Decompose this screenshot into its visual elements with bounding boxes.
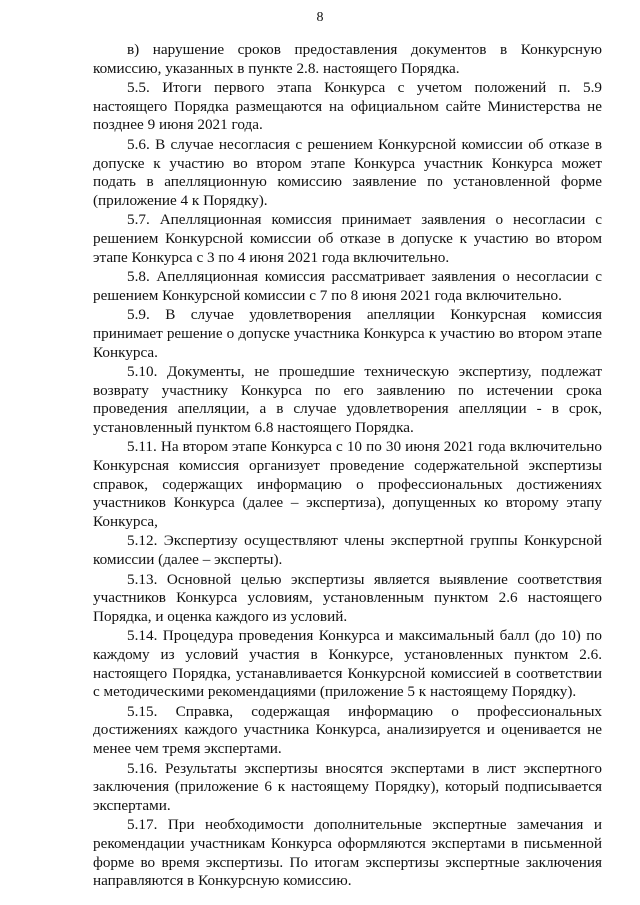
paragraph-5-17: 5.17. При необходимости дополнительные экспертные замечания и рекомендации участникам Конкурса оформляются экспертами в письменной форме во время экспертизы. По итогам экспертизы экспертные заключения направляются в Конкурсную комиссию. <box>93 816 602 890</box>
paragraph-item-v: в) нарушение сроков предоставления документов в Конкурсную комиссию, указанных в пункте 2.8. настоящего Порядка. <box>93 41 602 77</box>
paragraph-5-14: 5.14. Процедура проведения Конкурса и максимальный балл (до 10) по каждому из условий участия в Конкурсе, установленных пунктом 2.6. настоящего Порядка, устанавливается Конкурсной комиссией в соответствии с методическими рекомендациями (приложение 5 к настоящему Порядку). <box>93 627 602 701</box>
paragraph-5-10: 5.10. Документы, не прошедшие техническую экспертизу, подлежат возврату участнику Конкурса по его заявлению по истечении срока проведения апелляции, а в случае удовлетворения апелляции - в срок, установленный пунктом 6.8 настоящего Порядка. <box>93 363 602 436</box>
document-body <box>93 41 602 892</box>
paragraph-5-7: 5.7. Апелляционная комиссия принимает заявления о несогласии с решением Конкурсной комиссии об отказе в допуске к участию во втором этапе Конкурса с 3 по 4 июня 2021 года включительно. <box>93 211 602 266</box>
paragraph-5-8: 5.8. Апелляционная комиссия рассматривает заявления о несогласии с решением Конкурсной комиссии с 7 по 8 июня 2021 года включительно. <box>93 268 602 304</box>
paragraph-5-9: 5.9. В случае удовлетворения апелляции Конкурсная комиссия принимает решение о допуске участника Конкурса к участию во втором этапе Конкурса. <box>93 306 602 361</box>
paragraph-5-16: 5.16. Результаты экспертизы вносятся экспертами в лист экспертного заключения (приложение 6 к настоящему Порядку), который подписывается экспертами. <box>93 759 602 814</box>
paragraph-5-11: 5.11. На втором этапе Конкурса с 10 по 30 июня 2021 года включительно Конкурсная комиссия организует проведение содержательной экспертизы справок, содержащих информацию о профессиональных достижениях участников Конкурса (далее – экспертиза), допущенных ко второму этапу Конкурса, <box>93 438 602 530</box>
paragraph-5-5: 5.5. Итоги первого этапа Конкурса с учетом положений п. 5.9 настоящего Порядка размещаются на официальном сайте Министерства не позднее 9 июня 2021 года. <box>93 79 602 134</box>
paragraph-5-13: 5.13. Основной целью экспертизы является выявление соответствия участников Конкурса условиям, установленным пунктом 2.6 настоящего Порядка, и оценка каждого из условий. <box>93 570 602 625</box>
paragraph-5-6: 5.6. В случае несогласия с решением Конкурсной комиссии об отказе в допуске к участию во втором этапе Конкурса участник Конкурса может подать в апелляционную комиссию заявление по установленной форме (приложение 4 к Порядку). <box>93 135 602 209</box>
paragraph-5-15: 5.15. Справка, содержащая информацию о профессиональных достижениях каждого участника Конкурса, анализируется и оценивается не менее чем тремя экспертами. <box>93 702 602 757</box>
page-number: 8 <box>316 10 324 25</box>
paragraph-5-12: 5.12. Экспертизу осуществляют члены экспертной группы Конкурсной комиссии (далее – эксперты). <box>93 532 602 569</box>
